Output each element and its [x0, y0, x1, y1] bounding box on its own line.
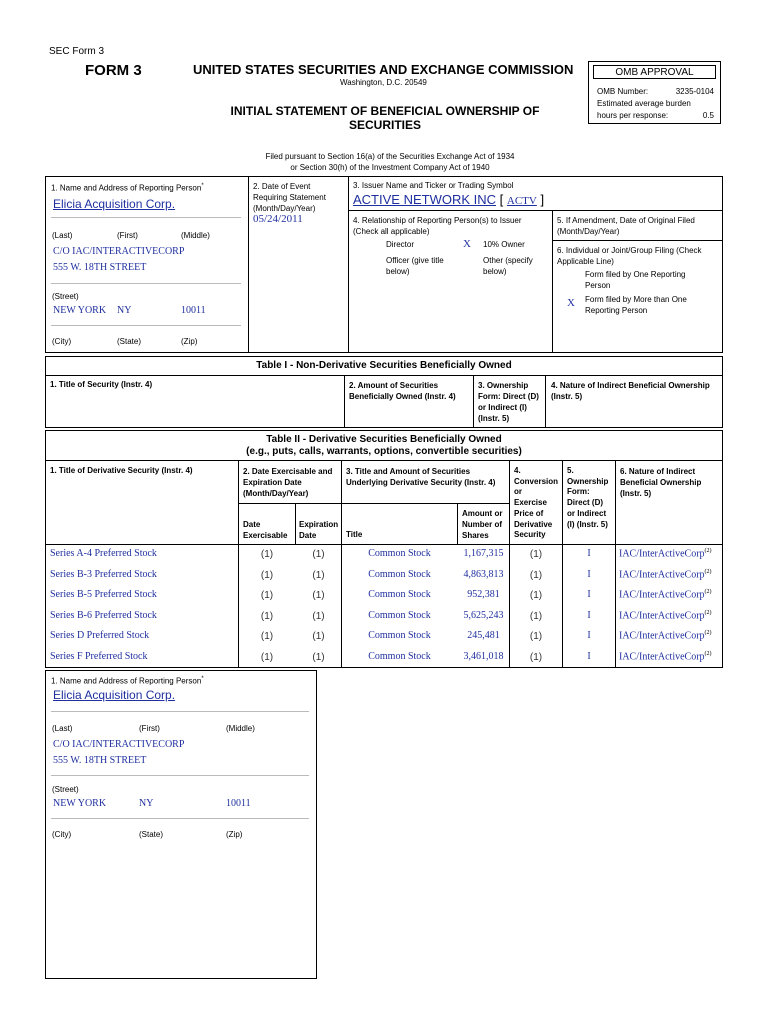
date-exercisable: (1)	[260, 631, 274, 642]
reporter-street-label: (Street)	[52, 292, 79, 301]
table2-amount-line3: Shares	[462, 531, 489, 540]
underlying-title: Common Stock	[368, 650, 431, 662]
reporter-zip-value: 10011	[181, 305, 206, 316]
table2-col5-line1: 5.	[567, 466, 574, 475]
other-label1: Other (specify	[483, 256, 533, 265]
table2-col6-header	[620, 466, 701, 499]
table2-col4-line2: Conversion	[514, 476, 559, 486]
reporter-state-value: NY	[117, 305, 132, 316]
ownership-nature	[619, 651, 723, 662]
derivative-security-title: Series D Preferred Stock	[50, 630, 150, 641]
issuer-label: 3. Issuer Name and Ticker or Trading Symbol	[353, 181, 514, 190]
table2-col2-line2: Expiration Date	[243, 478, 302, 487]
reporter2-street-label: (Street)	[52, 785, 79, 794]
page-title-line1: INITIAL STATEMENT OF BENEFICIAL OWNERSHIP OF	[230, 104, 540, 118]
ownership-nature-text: IAC/InterActiveCorp	[619, 609, 705, 621]
ten-percent-owner-label: 10% Owner	[483, 240, 525, 249]
reporter2-zip-label: (Zip)	[226, 830, 243, 839]
page-title	[200, 104, 570, 132]
table1-col2-header	[349, 380, 456, 402]
underlying-title: Common Stock	[368, 548, 431, 559]
table1-col2-line1: 2. Amount of Securities	[349, 381, 439, 390]
omb-hours-value: 0.5	[702, 111, 714, 120]
table2-col4-header	[514, 466, 558, 541]
amendment-label2: (Month/Day/Year)	[557, 227, 620, 236]
ownership-footnote: (2)	[704, 630, 712, 636]
ownership-form: I	[587, 609, 591, 621]
reporter-label-text: 1. Name and Address of Reporting Person	[51, 183, 202, 193]
date-exercisable: (1)	[260, 651, 274, 663]
reporter2-city-label: (City)	[52, 830, 72, 839]
reporter-last-label: (Last)	[52, 231, 73, 240]
table1-col3-line2: Form: Direct (D)	[478, 392, 539, 401]
ownership-nature-text: IAC/InterActiveCorp	[619, 589, 705, 601]
filing-more-label2: Reporting Person	[585, 306, 648, 315]
ownership-footnote: (2)	[704, 548, 712, 554]
table2-title-subheader: Title	[346, 530, 363, 539]
omb-approval-box	[588, 61, 721, 124]
derivative-security-title: Series A-4 Preferred Stock	[50, 548, 157, 559]
date-exercisable: (1)	[260, 569, 274, 581]
reporter2-box	[45, 670, 317, 979]
table1-col3-line3: or Indirect (I)	[478, 403, 527, 412]
date-exercisable: (1)	[260, 549, 274, 560]
table2-col2-line3: (Month/Day/Year)	[243, 489, 309, 498]
omb-number-value: 3235-0104	[675, 87, 714, 96]
table2-exp-line2: Date	[299, 531, 317, 540]
conversion-price: (1)	[529, 569, 543, 581]
reporter2-state-value: NY	[139, 798, 154, 809]
form-number: FORM 3	[85, 62, 142, 79]
table2-col3-line1: 3. Title and Amount of Securities	[346, 467, 471, 476]
reporter-middle-label: (Middle)	[181, 231, 210, 240]
table1-col4-line1: 4. Nature of Indirect Beneficial Ownership	[551, 381, 710, 390]
filed-pursuant	[230, 151, 550, 173]
ownership-form: I	[587, 630, 591, 641]
agency-title: UNITED STATES SECURITIES AND EXCHANGE COMMISSION	[193, 62, 574, 77]
table1-col1-header: 1. Title of Security (Instr. 4)	[50, 380, 153, 389]
filing-one-label	[585, 269, 686, 291]
ownership-form: I	[587, 650, 591, 662]
table2-col4-line1: 4.	[514, 466, 521, 475]
ownership-nature	[619, 548, 723, 559]
ownership-nature	[619, 569, 723, 580]
conversion-price: (1)	[529, 631, 543, 642]
page-title-line2: SECURITIES	[348, 118, 421, 132]
officer-label1: Officer (give title	[386, 256, 444, 265]
reporter2-star: *	[201, 676, 204, 682]
underlying-amount: 245,481	[467, 630, 500, 641]
table2-col3-line2: Underlying Derivative Security (Instr. 4)	[346, 478, 496, 487]
underlying-amount: 952,381	[467, 589, 500, 600]
conversion-price: (1)	[529, 590, 543, 601]
issuer-name-link[interactable]: ACTIVE NETWORK INC	[353, 192, 497, 207]
table2-date-exercisable-header	[243, 519, 287, 541]
table2-col2-header	[243, 466, 332, 499]
ownership-nature-text: IAC/InterActiveCorp	[619, 548, 705, 560]
reporter2-last-label: (Last)	[52, 724, 73, 733]
table2-col4-line7: Security	[514, 530, 546, 540]
issuer-bracket-left: [	[499, 192, 504, 207]
issuer-name-row	[353, 192, 544, 207]
table1-title: Table I - Non-Derivative Securities Beneficially Owned	[256, 360, 512, 371]
expiration-date: (1)	[312, 610, 325, 622]
table2-col1-header: 1. Title of Derivative Security (Instr. 4)	[50, 466, 193, 475]
table2-title-line1: Table II - Derivative Securities Beneficially Owned	[266, 434, 502, 445]
reporter-city-label: (City)	[52, 337, 72, 346]
expiration-date: (1)	[312, 631, 325, 642]
table1-col3-line4: (Instr. 5)	[478, 414, 510, 423]
amendment-label1: 5. If Amendment, Date of Original Filed	[557, 216, 695, 225]
conversion-price: (1)	[529, 610, 543, 622]
date-exercisable: (1)	[260, 610, 274, 622]
table2-date-ex-line2: Exercisable	[243, 531, 288, 540]
expiration-date: (1)	[312, 590, 325, 601]
expiration-date: (1)	[312, 549, 325, 560]
reporter-zip-label: (Zip)	[181, 337, 198, 346]
reporter-label	[51, 183, 204, 193]
filing-one-label1: Form filed by One Reporting	[585, 270, 686, 279]
table2-expiration-header	[299, 519, 338, 541]
reporter2-address-line2: 555 W. 18TH STREET	[53, 755, 147, 766]
table2-col6-line2: Beneficial Ownership	[620, 478, 702, 487]
ownership-nature	[619, 610, 723, 621]
date-event-label3: (Month/Day/Year)	[253, 204, 316, 213]
reporter2-city-value: NEW YORK	[53, 798, 107, 809]
officer-label	[386, 255, 444, 277]
filing-more-label1: Form filed by More than One	[585, 295, 687, 304]
agency-city: Washington, D.C. 20549	[340, 78, 427, 87]
ten-percent-owner-checkmark[interactable]: X	[463, 238, 471, 250]
conversion-price: (1)	[529, 549, 543, 560]
filing-label	[557, 245, 702, 267]
table2-col5-line6: (I) (Instr. 5)	[567, 519, 608, 529]
omb-hours-label: hours per response:	[597, 111, 669, 120]
underlying-title: Common Stock	[368, 630, 431, 641]
table2-col6-line1: 6. Nature of Indirect	[620, 467, 696, 476]
table1-col2-line2: Beneficially Owned (Instr. 4)	[349, 392, 456, 401]
expiration-date: (1)	[312, 569, 325, 581]
issuer-bracket-right: ]	[540, 192, 545, 207]
reporter-star: *	[201, 183, 204, 189]
filing-label2: Applicable Line)	[557, 257, 614, 266]
ownership-nature-text: IAC/InterActiveCorp	[619, 650, 705, 662]
table2-title	[45, 434, 723, 458]
table2-col4-line3: or	[514, 487, 522, 497]
ownership-nature	[619, 589, 723, 600]
ownership-footnote: (2)	[704, 650, 712, 657]
expiration-date: (1)	[312, 651, 325, 663]
derivative-security-title: Series B-5 Preferred Stock	[50, 589, 157, 600]
director-label: Director	[386, 240, 415, 249]
table2-col4-line6: Derivative	[514, 519, 553, 529]
filed-line1: Filed pursuant to Section 16(a) of the Securities Exchange Act of 1934	[265, 152, 515, 161]
reporter2-middle-label: (Middle)	[226, 724, 255, 733]
date-event-label1: 2. Date of Event	[253, 182, 311, 191]
table2-date-ex-line1: Date	[243, 520, 261, 529]
table2-exp-line1: Expiration	[299, 520, 339, 529]
reporter2-name-link[interactable]: Elicia Acquisition Corp.	[53, 688, 176, 702]
ownership-form: I	[587, 568, 591, 580]
other-label	[483, 255, 533, 277]
reporter2-label-text: 1. Name and Address of Reporting Person	[51, 676, 202, 686]
derivative-security-title: Series B-6 Preferred Stock	[50, 609, 157, 621]
omb-burden-label: Estimated average burden	[597, 99, 691, 108]
table2-col6-line3: (Instr. 5)	[620, 489, 652, 498]
table1-col3-line1: 3. Ownership	[478, 381, 529, 390]
table2-col5-line2: Ownership	[567, 476, 609, 486]
table2-title-line2: (e.g., puts, calls, warrants, options, convertible securities)	[246, 446, 522, 457]
table1-col4-line2: (Instr. 5)	[551, 392, 583, 401]
ownership-form: I	[587, 589, 591, 600]
underlying-amount: 4,863,813	[463, 568, 504, 580]
reporter-address-line2: 555 W. 18TH STREET	[53, 262, 147, 273]
reporter2-first-label: (First)	[139, 724, 160, 733]
ownership-footnote: (2)	[704, 589, 712, 595]
date-event-value: 05/24/2011	[253, 213, 303, 225]
underlying-amount: 1,167,315	[463, 548, 504, 559]
table2-col4-line5: Price of	[514, 508, 544, 518]
table2-amount-subheader	[462, 508, 502, 541]
reporter2-zip-value: 10011	[226, 798, 251, 809]
table1-col4-header	[551, 380, 710, 402]
table2-col5-line5: or Indirect	[567, 508, 607, 518]
table2-amount-line2: Number of	[462, 520, 502, 529]
omb-title: OMB APPROVAL	[593, 65, 716, 79]
table2-col5-line4: Direct (D)	[567, 498, 604, 508]
ownership-nature-text: IAC/InterActiveCorp	[619, 630, 705, 642]
issuer-ticker-link[interactable]: ACTV	[506, 195, 537, 207]
underlying-amount: 5,625,243	[463, 609, 504, 621]
omb-number-label: OMB Number:	[597, 87, 649, 96]
table1-col3-header	[478, 380, 539, 424]
table2-amount-line1: Amount or	[462, 509, 503, 518]
table2-col5-line3: Form:	[567, 487, 590, 497]
underlying-title: Common Stock	[368, 568, 431, 580]
underlying-title: Common Stock	[368, 589, 431, 600]
reporter2-state-label: (State)	[139, 830, 164, 839]
filed-line2: or Section 30(h) of the Investment Company Act of 1940	[290, 163, 490, 172]
reporter2-label	[51, 676, 204, 686]
table2-col4-line4: Exercise	[514, 498, 547, 508]
derivative-security-title: Series F Preferred Stock	[50, 650, 148, 662]
reporter-city-value: NEW YORK	[53, 305, 107, 316]
filing-more-checkmark[interactable]: X	[567, 297, 575, 309]
reporter-first-label: (First)	[117, 231, 138, 240]
filing-one-label2: Person	[585, 281, 611, 290]
other-label2: below)	[483, 267, 507, 276]
ownership-nature-text: IAC/InterActiveCorp	[619, 568, 705, 580]
underlying-title: Common Stock	[368, 609, 431, 621]
filing-label1: 6. Individual or Joint/Group Filing (Check	[557, 246, 702, 255]
date-exercisable: (1)	[260, 590, 274, 601]
officer-label2: below)	[386, 267, 410, 276]
relationship-label2: (Check all applicable)	[353, 227, 430, 236]
ownership-footnote: (2)	[704, 568, 712, 575]
table2-col5-header	[567, 466, 608, 530]
reporter-state-label: (State)	[117, 337, 142, 346]
date-event-label2: Requiring Statement	[253, 193, 326, 202]
date-event-label	[253, 181, 326, 214]
ownership-footnote: (2)	[704, 609, 712, 616]
conversion-price: (1)	[529, 651, 543, 663]
filing-more-label	[585, 294, 687, 316]
amendment-label	[557, 215, 695, 237]
relationship-label	[353, 215, 522, 237]
table2-col2-line1: 2. Date Exercisable and	[243, 467, 333, 476]
table2-col3-header	[346, 466, 495, 488]
derivative-security-title: Series B-3 Preferred Stock	[50, 568, 157, 580]
reporter2-address-line1: C/O IAC/INTERACTIVECORP	[53, 739, 185, 750]
relationship-label1: 4. Relationship of Reporting Person(s) to Issuer	[353, 216, 522, 225]
ownership-nature	[619, 630, 723, 641]
sec-form-label: SEC Form 3	[49, 46, 105, 57]
underlying-amount: 3,461,018	[463, 650, 504, 662]
reporter-address-line1: C/O IAC/INTERACTIVECORP	[53, 246, 185, 257]
ownership-form: I	[587, 548, 591, 559]
reporter-name-link[interactable]: Elicia Acquisition Corp.	[53, 197, 176, 211]
